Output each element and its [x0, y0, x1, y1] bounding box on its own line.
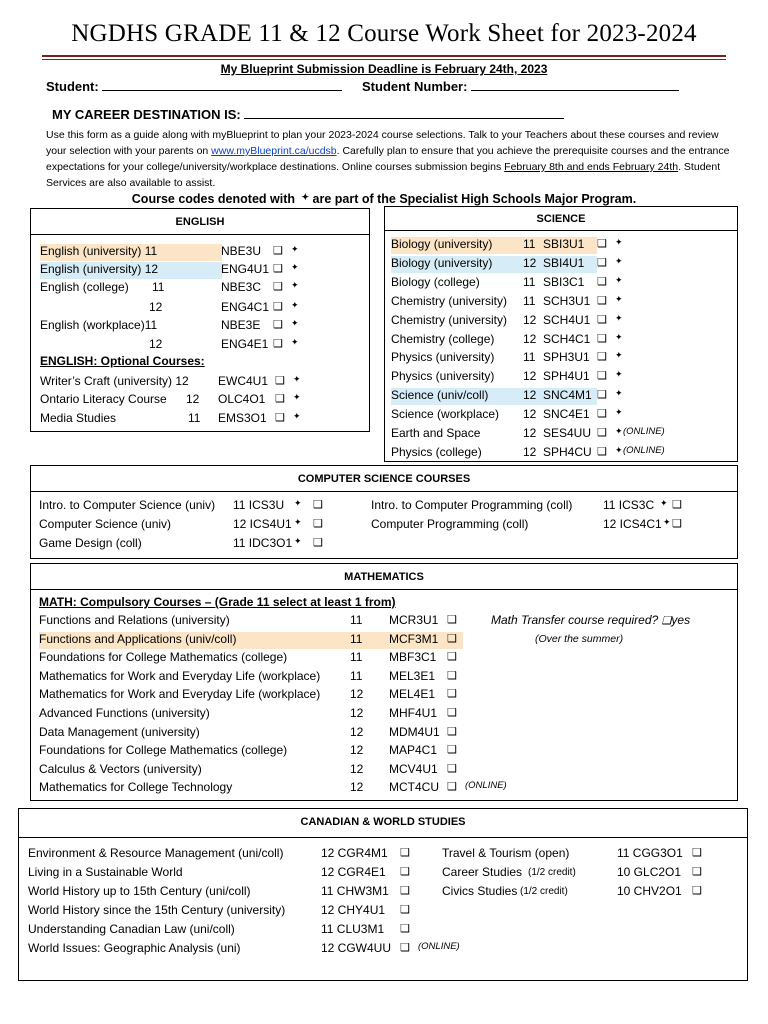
dagger-icon: ✦: [293, 411, 301, 421]
course-row: [442, 846, 732, 863]
online-tag: (ONLINE): [623, 444, 665, 456]
credit-note: (1/2 credit): [520, 886, 568, 897]
checkbox-icon[interactable]: ❑: [273, 301, 283, 313]
course-name: Science (univ/coll): [391, 388, 489, 403]
english-optional-heading: ENGLISH: Optional Courses:: [40, 354, 205, 368]
course-grade: 11: [523, 237, 536, 251]
course-name: English (university) 11: [40, 244, 158, 258]
checkbox-icon[interactable]: ❑: [275, 375, 285, 387]
course-row: [391, 426, 721, 443]
course-row: [39, 613, 509, 630]
dagger-icon: ✦: [615, 293, 623, 304]
course-code: NBE3U: [221, 244, 262, 258]
course-grade: 11: [188, 411, 201, 425]
course-code: 11 CGG3O1: [617, 846, 683, 860]
checkbox-icon[interactable]: ❑: [692, 847, 702, 859]
course-grade: 11: [523, 293, 536, 308]
course-grade: 12: [350, 761, 364, 776]
course-name: Media Studies: [40, 411, 117, 425]
cs-section: [30, 465, 738, 559]
course-code: 11 CHW3M1: [321, 884, 389, 898]
math-summer-note: (Over the summer): [535, 633, 624, 645]
checkbox-icon[interactable]: ❑: [275, 393, 285, 405]
checkbox-icon[interactable]: ❑: [273, 319, 283, 331]
course-name: Travel & Tourism (open): [442, 846, 570, 860]
course-code: EWC4U1: [218, 374, 269, 388]
course-code: ENG4C1: [221, 300, 270, 314]
course-row: [371, 517, 721, 534]
checkbox-icon[interactable]: ❑: [313, 537, 323, 549]
course-grade: 12: [350, 780, 364, 795]
course-code: MCR3U1: [389, 613, 439, 627]
title-rule-thin: [42, 59, 726, 60]
course-code: MCV4U1: [389, 761, 438, 776]
course-code: MBF3C1: [389, 650, 437, 665]
course-name: World History since the 15th Century (university): [28, 903, 286, 917]
career-field[interactable]: [244, 107, 564, 119]
checkbox-icon[interactable]: ❑: [597, 238, 607, 250]
checkbox-icon[interactable]: ❑: [447, 707, 457, 719]
course-row: [39, 498, 339, 515]
course-code: NBE3E: [221, 318, 261, 332]
credit-note: (1/2 credit): [528, 867, 576, 878]
career-label: MY CAREER DESTINATION IS:: [52, 107, 241, 122]
dagger-icon: ✦: [291, 262, 299, 272]
dagger-icon: ✦: [615, 444, 623, 455]
checkbox-icon[interactable]: ❑: [692, 885, 702, 897]
course-row: [39, 706, 509, 723]
course-row: [40, 392, 340, 409]
course-row: [40, 262, 299, 279]
course-code: SPH3U1: [543, 350, 590, 365]
course-grade: 12: [523, 407, 537, 422]
course-code: SPH4U1: [543, 369, 590, 384]
course-code: 12 ICS4C1: [603, 517, 662, 531]
course-name: Chemistry (university): [391, 312, 508, 327]
checkbox-icon[interactable]: ❑: [400, 923, 410, 935]
course-grade: 11: [350, 631, 363, 646]
dagger-icon: ✦: [615, 369, 623, 380]
checkbox-icon[interactable]: ❑: [313, 518, 323, 530]
course-name: Chemistry (college): [391, 331, 495, 346]
dagger-icon: ✦: [294, 517, 302, 527]
course-name: Writer’s Craft (university) 12: [40, 374, 189, 388]
course-code: SPH4CU: [543, 444, 592, 459]
online-tag: (ONLINE): [418, 941, 460, 952]
course-row: [391, 313, 721, 330]
course-row: [391, 237, 623, 254]
course-row: [39, 762, 509, 779]
course-row: [40, 280, 299, 297]
checkbox-icon[interactable]: ❑: [597, 313, 607, 326]
course-code: 10 GLC2O1: [617, 865, 682, 879]
course-code: SBI3C1: [543, 274, 585, 289]
course-grade: 12: [350, 724, 364, 739]
course-code: 12 CHY4U1: [321, 903, 386, 917]
course-name: Understanding Canadian Law (uni/coll): [28, 922, 235, 936]
course-row: [391, 388, 623, 405]
checkbox-icon[interactable]: ❑: [447, 614, 457, 626]
specialist-note: Course codes denoted with ✦ are part of the Specialist High Schools Major Program.: [131, 192, 637, 206]
checkbox-icon[interactable]: ❑: [273, 263, 283, 275]
course-name: Computer Science (univ): [39, 517, 172, 531]
course-code: MHF4U1: [389, 706, 438, 720]
checkbox-icon[interactable]: ❑: [597, 427, 607, 439]
checkbox-icon[interactable]: ❑: [400, 866, 410, 878]
course-grade: 12: [350, 743, 364, 758]
course-name: Advanced Functions (university): [39, 706, 210, 720]
english-heading: ENGLISH: [31, 209, 369, 235]
course-grade: 11: [523, 274, 536, 289]
checkbox-icon[interactable]: ❑: [447, 632, 457, 645]
course-code: ENG4U1: [221, 262, 270, 276]
checkbox-icon[interactable]: ❑: [672, 499, 682, 511]
career-row: [52, 107, 564, 122]
math-transfer-checkbox[interactable]: ❑: [661, 615, 672, 627]
checkbox-icon[interactable]: ❑: [447, 781, 457, 794]
course-row: [442, 884, 732, 901]
math-heading: MATHEMATICS: [31, 564, 737, 590]
course-name: Mathematics for Work and Everyday Life (workplace): [39, 687, 321, 702]
dagger-icon: ✦: [294, 536, 302, 546]
page-title: NGDHS GRADE 11 & 12 Course Work Sheet for 2023-2024: [71, 20, 697, 47]
checkbox-icon[interactable]: ❑: [597, 389, 607, 402]
checkbox-icon[interactable]: ❑: [447, 669, 457, 682]
course-row: [391, 275, 721, 292]
online-tag: (ONLINE): [623, 426, 665, 437]
course-grade: 11: [350, 668, 363, 683]
course-name: Data Management (university): [39, 724, 200, 739]
student-number-field[interactable]: [471, 79, 679, 91]
course-name: Living in a Sustainable World: [28, 865, 183, 879]
course-code: MCF3M1: [389, 631, 439, 646]
course-row: [40, 244, 299, 261]
course-name: Physics (university): [391, 369, 495, 384]
dagger-icon: ✦: [615, 407, 623, 418]
course-code: 11 ICS3U: [233, 498, 285, 512]
course-row: [39, 632, 463, 649]
dagger-icon: ✦: [660, 498, 668, 508]
cs-heading: COMPUTER SCIENCE COURSES: [31, 466, 737, 492]
checkbox-icon[interactable]: ❑: [692, 866, 702, 878]
course-grade: 12: [523, 255, 537, 270]
course-code: NBE3C: [221, 280, 262, 294]
course-name: Physics (university): [391, 350, 495, 365]
course-code: 10 CHV2O1: [617, 884, 682, 898]
course-row: [39, 687, 509, 704]
course-row: [39, 725, 509, 742]
course-grade: 12: [149, 337, 163, 351]
course-name: World History up to 15th Century (uni/coll): [28, 884, 251, 898]
course-code: EMS3O1: [218, 411, 267, 425]
dagger-icon: ✦: [291, 337, 299, 347]
course-code: 12 CGW4UU: [321, 941, 392, 955]
course-name: English (university) 12: [40, 262, 159, 276]
course-code: 11 ICS3C: [603, 498, 655, 512]
course-row: [28, 922, 468, 939]
dagger-icon: ✦: [293, 374, 301, 384]
course-name: Career Studies: [442, 865, 523, 879]
dagger-icon: ✦: [291, 280, 299, 290]
course-row: [39, 650, 509, 667]
course-name: Functions and Relations (university): [39, 613, 230, 627]
dagger-icon: ✦: [294, 498, 302, 508]
course-grade: 11: [350, 613, 363, 627]
deadline-notice: My Blueprint Submission Deadline is February 24th, 2023: [220, 62, 548, 76]
checkbox-icon[interactable]: ❑: [672, 518, 682, 530]
course-row: [40, 374, 340, 391]
course-code: ENG4E1: [221, 337, 269, 351]
course-row: [28, 941, 468, 958]
title-rule: [42, 55, 726, 57]
course-grade: 12: [523, 388, 537, 403]
dagger-icon: ✦: [615, 350, 623, 361]
course-grade: 12: [350, 706, 364, 720]
course-row: [391, 255, 623, 273]
checkbox-icon[interactable]: ❑: [273, 338, 283, 350]
checkbox-icon[interactable]: ❑: [275, 412, 285, 424]
dagger-icon: ✦: [301, 192, 310, 202]
course-name: Mathematics for Work and Everyday Life (workplace): [39, 668, 321, 683]
course-grade: 12: [523, 426, 537, 440]
course-code: SCH4U1: [543, 312, 591, 327]
course-name: Ontario Literacy Course: [40, 392, 167, 406]
checkbox-icon[interactable]: ❑: [447, 744, 457, 757]
course-grade: 12: [523, 331, 537, 346]
checkbox-icon[interactable]: ❑: [597, 332, 607, 345]
course-grade: 12: [350, 687, 364, 702]
checkbox-icon[interactable]: ❑: [400, 885, 410, 897]
course-name: Biology (university): [391, 255, 493, 270]
course-name: Biology (college): [391, 274, 480, 289]
course-name: Foundations for College Mathematics (college): [39, 743, 288, 758]
checkbox-icon[interactable]: ❑: [597, 351, 607, 364]
course-name: Intro. to Computer Programming (coll): [371, 498, 573, 512]
course-grade: 12: [523, 444, 537, 459]
checkbox-icon[interactable]: ❑: [400, 847, 410, 859]
student-number-row: [362, 79, 679, 94]
online-tag: (ONLINE): [465, 780, 507, 792]
course-name: Functions and Applications (univ/coll): [39, 631, 237, 646]
course-name: Physics (college): [391, 444, 482, 459]
course-row: [391, 294, 721, 311]
dagger-icon: ✦: [663, 517, 671, 527]
course-row: [391, 369, 721, 386]
course-code: 12 ICS4U1: [233, 517, 292, 531]
course-row: [391, 350, 721, 367]
course-row: [28, 865, 468, 882]
course-code: SNC4E1: [543, 407, 590, 422]
course-row: [391, 445, 721, 462]
course-name: Foundations for College Mathematics (college): [39, 650, 288, 665]
checkbox-icon[interactable]: ❑: [447, 688, 457, 701]
course-row: [39, 536, 339, 553]
dagger-icon: ✦: [615, 237, 623, 247]
checkbox-icon[interactable]: ❑: [447, 725, 457, 738]
course-code: SNC4M1: [543, 388, 592, 403]
course-grade: 11: [152, 280, 165, 294]
dagger-icon: ✦: [615, 331, 623, 342]
dagger-icon: ✦: [615, 274, 623, 285]
math-transfer-question: Math Transfer course required? ❑yes: [491, 613, 691, 627]
cws-section: [18, 837, 748, 981]
dagger-icon: ✦: [293, 392, 301, 402]
course-name: Game Design (coll): [39, 536, 142, 550]
checkbox-icon[interactable]: ❑: [447, 762, 457, 775]
course-code: MCT4CU: [389, 780, 439, 795]
checkbox-icon[interactable]: ❑: [597, 408, 607, 421]
course-code: SBI3U1: [543, 237, 585, 251]
course-name: English (workplace)11: [40, 318, 158, 332]
course-name: Calculus & Vectors (university): [39, 761, 202, 776]
intro-date: February 8th and ends February 24th: [504, 161, 679, 173]
student-name-row: [46, 79, 342, 94]
checkbox-icon[interactable]: ❑: [597, 294, 607, 307]
course-row: [391, 407, 721, 424]
checkbox-icon[interactable]: ❑: [273, 245, 283, 257]
course-code: MEL3E1: [389, 668, 436, 683]
course-row: [39, 517, 339, 534]
math-compulsory-heading: MATH: Compulsory Courses – (Grade 11 select at least 1 from): [39, 595, 396, 609]
dagger-icon: ✦: [291, 244, 299, 254]
checkbox-icon[interactable]: ❑: [273, 281, 283, 293]
course-name: Intro. to Computer Science (univ): [39, 498, 216, 512]
cws-heading: CANADIAN & WORLD STUDIES: [300, 816, 466, 828]
english-section: [30, 208, 370, 432]
myblueprint-link[interactable]: www.myBlueprint.ca/ucdsb: [211, 145, 337, 157]
course-name: Computer Programming (coll): [371, 517, 529, 531]
course-grade: 12: [523, 369, 537, 384]
dagger-icon: ✦: [291, 318, 299, 328]
course-grade: 11: [523, 350, 536, 365]
student-name-field[interactable]: [102, 79, 342, 91]
course-name: World Issues: Geographic Analysis (uni): [28, 941, 241, 955]
course-code: MEL4E1: [389, 687, 436, 702]
math-section: [30, 563, 738, 801]
course-code: MAP4C1: [389, 743, 438, 758]
course-code: SCH4C1: [543, 331, 591, 346]
course-code: SES4UU: [543, 426, 592, 440]
course-row: [39, 669, 509, 686]
course-row: [40, 337, 299, 354]
course-code: 11 CLU3M1: [321, 922, 385, 936]
course-code: SBI4U1: [543, 255, 585, 270]
course-name: Chemistry (university): [391, 293, 508, 308]
course-code: 12 CGR4E1: [321, 865, 386, 879]
checkbox-icon[interactable]: ❑: [597, 370, 607, 383]
course-row: [39, 780, 509, 797]
course-name: Mathematics for College Technology: [39, 780, 233, 795]
checkbox-icon[interactable]: ❑: [597, 256, 607, 269]
student-number-label: Student Number:: [362, 79, 468, 94]
course-row: [39, 743, 509, 760]
course-code: MDM4U1: [389, 724, 440, 739]
dagger-icon: ✦: [615, 312, 623, 323]
dagger-icon: ✦: [291, 300, 299, 310]
science-section: [384, 206, 738, 462]
course-code: SCH3U1: [543, 293, 591, 308]
course-row: [40, 300, 299, 317]
course-row: [40, 411, 340, 428]
checkbox-icon[interactable]: ❑: [447, 651, 457, 664]
course-name: English (college): [40, 280, 129, 294]
course-name: Environment & Resource Management (uni/coll): [28, 846, 284, 860]
course-name: Earth and Space: [391, 426, 481, 440]
course-row: [28, 884, 468, 901]
student-label: Student:: [46, 79, 99, 94]
course-grade: 12: [149, 300, 163, 314]
checkbox-icon[interactable]: ❑: [400, 904, 410, 916]
course-grade: 12: [523, 312, 537, 327]
cws-header-box: [18, 808, 748, 838]
checkbox-icon[interactable]: ❑: [597, 445, 607, 458]
dagger-icon: ✦: [615, 388, 623, 399]
intro-paragraph: Use this form as a guide along with myBlueprint to plan your 2023-2024 course selections. Talk to your Teachers about these courses and review your selection with your parents on www.myBlueprint.ca/ucdsb. Carefully plan to ensure that you achieve the prerequisite courses and the entrance expectations for your college/university/workplace destinations. Online courses submission begins February 8th and ends February 24th. Student Services are also available to assist.: [46, 129, 730, 189]
course-row: [442, 865, 732, 882]
checkbox-icon[interactable]: ❑: [597, 275, 607, 288]
course-name: Biology (university): [391, 237, 493, 251]
course-name: Civics Studies: [442, 884, 518, 898]
course-row: [371, 498, 721, 515]
checkbox-icon[interactable]: ❑: [400, 942, 410, 954]
course-name: Science (workplace): [391, 407, 500, 422]
dagger-icon: ✦: [615, 426, 623, 436]
science-heading: SCIENCE: [385, 207, 737, 231]
course-row: [391, 332, 721, 349]
checkbox-icon[interactable]: ❑: [313, 499, 323, 511]
course-code: OLC4O1: [218, 392, 266, 406]
course-code: 11 IDC3O1: [233, 536, 293, 550]
course-row: [28, 903, 468, 920]
course-code: 12 CGR4M1: [321, 846, 388, 860]
course-grade: 11: [350, 650, 363, 665]
course-row: [28, 846, 468, 863]
course-row: [40, 318, 299, 335]
course-grade: 12: [186, 392, 200, 406]
dagger-icon: ✦: [615, 255, 623, 266]
